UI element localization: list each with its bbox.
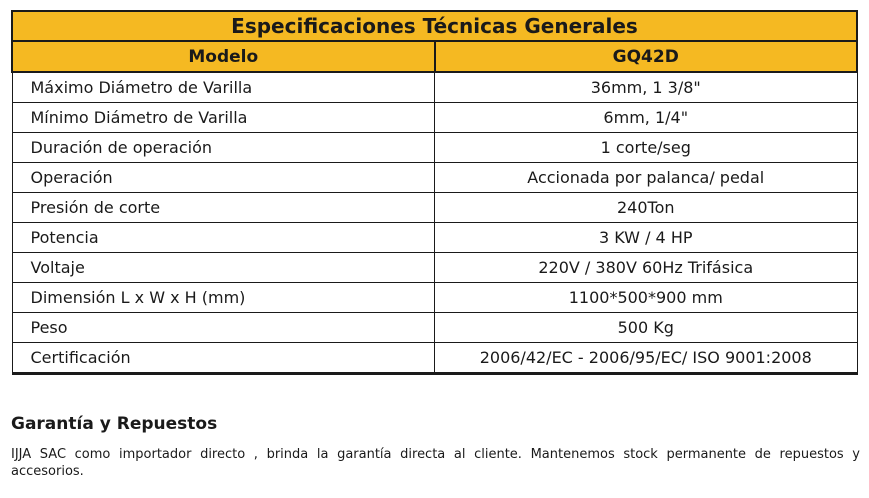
table-row [12, 163, 857, 193]
spec-label: Potencia [12, 223, 435, 253]
table-header-row [12, 41, 857, 72]
model-header-value: GQ42D [435, 41, 858, 72]
table-row [12, 103, 857, 133]
table-title-row [12, 11, 857, 41]
spec-value: 2006/42/EC - 2006/95/EC/ ISO 9001:2008 [435, 343, 858, 374]
table-row [12, 343, 857, 374]
spec-value: 240Ton [435, 193, 858, 223]
warranty-heading: Garantía y Repuestos [11, 414, 218, 434]
specifications-table [11, 10, 858, 375]
table-title: Especificaciones Técnicas Generales [12, 11, 857, 41]
spec-value: Accionada por palanca/ pedal [435, 163, 858, 193]
spec-label: Peso [12, 313, 435, 343]
spec-value: 1 corte/seg [435, 133, 858, 163]
spec-value: 6mm, 1/4" [435, 103, 858, 133]
table-row [12, 283, 857, 313]
table-row [12, 223, 857, 253]
spec-label: Certificación [12, 343, 435, 374]
spec-label: Dimensión L x W x H (mm) [12, 283, 435, 313]
model-header-label: Modelo [12, 41, 435, 72]
spec-label: Duración de operación [12, 133, 435, 163]
spec-value: 3 KW / 4 HP [435, 223, 858, 253]
spec-label: Máximo Diámetro de Varilla [12, 72, 435, 103]
table-row [12, 193, 857, 223]
warranty-text: IJJA SAC como importador directo , brinda la garantía directa al cliente. Mantenemos stock permanente de repuestos y accesorios. [11, 447, 860, 479]
spec-value: 220V / 380V 60Hz Trifásica [435, 253, 858, 283]
table-row [12, 133, 857, 163]
spec-label: Voltaje [12, 253, 435, 283]
table-row [12, 313, 857, 343]
spec-label: Presión de corte [12, 193, 435, 223]
spec-value: 500 Kg [435, 313, 858, 343]
spec-label: Operación [12, 163, 435, 193]
spec-value: 36mm, 1 3/8" [435, 72, 858, 103]
spec-value: 1100*500*900 mm [435, 283, 858, 313]
spec-label: Mínimo Diámetro de Varilla [12, 103, 435, 133]
table-row [12, 253, 857, 283]
table-row [12, 72, 857, 103]
